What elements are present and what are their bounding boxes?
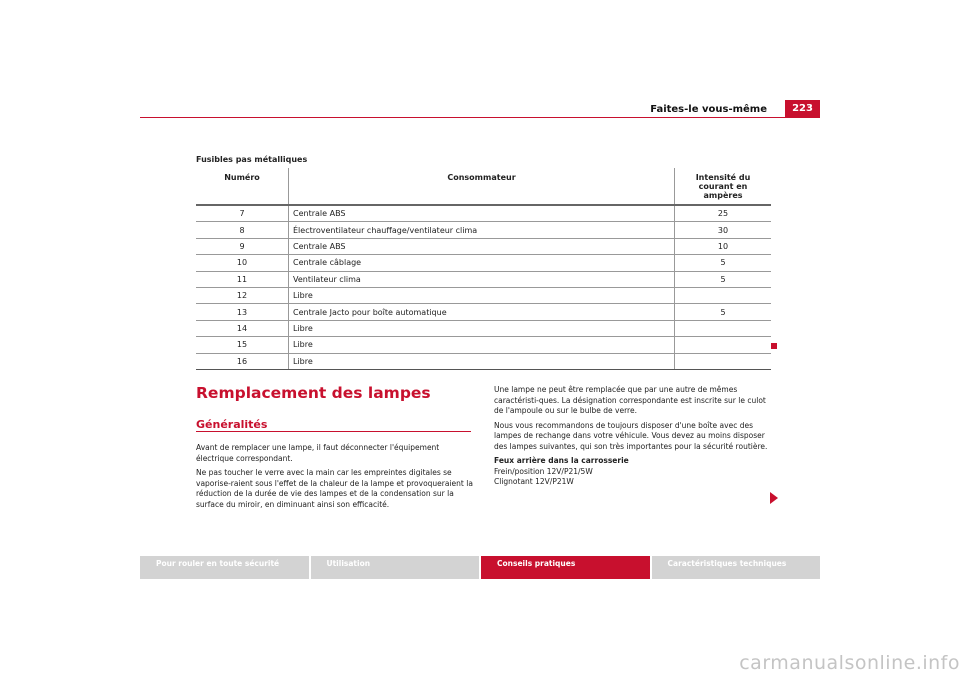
cell-amperage: 5 bbox=[675, 271, 772, 287]
cell-number: 12 bbox=[196, 287, 289, 303]
table-row bbox=[196, 304, 771, 320]
watermark: carmanualsonline.info bbox=[739, 652, 960, 674]
tab-technical-specs[interactable]: Caractéristiques techniques bbox=[652, 556, 821, 579]
table-header-row bbox=[196, 168, 771, 205]
section-title: Remplacement des lampes bbox=[196, 384, 431, 402]
paragraph: Ne pas toucher le verre avec la main car les empreintes digitales se vaporise-raient sous l'effet de la chaleur de la lampe et provoqueraient la réduction de la durée de vie des lampes et de la condensation sur la surface du miroir, en diminuant ainsi son efficacité. bbox=[196, 468, 473, 509]
cell-amperage bbox=[675, 320, 772, 336]
cell-consumer: Centrale ABS bbox=[289, 205, 675, 222]
table-row bbox=[196, 353, 771, 369]
lamp-item: Frein/position 12V/P21/5W bbox=[494, 466, 593, 476]
arrow-right-icon[interactable] bbox=[770, 492, 778, 504]
tab-safety[interactable]: Pour rouler en toute sécurité bbox=[140, 556, 309, 579]
cell-amperage bbox=[675, 353, 772, 369]
cell-number: 11 bbox=[196, 271, 289, 287]
page-header-title: Faites-le vous-même bbox=[650, 104, 767, 115]
cell-amperage: 5 bbox=[675, 255, 772, 271]
cell-number: 15 bbox=[196, 337, 289, 353]
paragraph: Une lampe ne peut être remplacée que par une autre de mêmes caractéristi-ques. La désignation correspondante est inscrite sur le culot de l'ampoule ou sur le bulbe de verre. bbox=[494, 385, 766, 415]
left-column bbox=[196, 443, 476, 514]
cell-consumer: Libre bbox=[289, 287, 675, 303]
rear-lights-heading: Feux arrière dans la carrosserie bbox=[494, 456, 629, 465]
table-row bbox=[196, 238, 771, 254]
fuse-table bbox=[196, 168, 771, 370]
header-rule bbox=[140, 117, 820, 118]
cell-number: 10 bbox=[196, 255, 289, 271]
table-row bbox=[196, 287, 771, 303]
cell-consumer: Libre bbox=[289, 337, 675, 353]
cell-number: 16 bbox=[196, 353, 289, 369]
lamp-item: Clignotant 12V/P21W bbox=[494, 477, 574, 486]
cell-consumer: Libre bbox=[289, 353, 675, 369]
table-row bbox=[196, 337, 771, 353]
cell-amperage bbox=[675, 287, 772, 303]
cell-amperage: 25 bbox=[675, 205, 772, 222]
column-header-consumer: Consommateur bbox=[289, 168, 675, 205]
cell-number: 9 bbox=[196, 238, 289, 254]
table-row bbox=[196, 271, 771, 287]
cell-number: 14 bbox=[196, 320, 289, 336]
page-number: 223 bbox=[785, 100, 820, 118]
right-column bbox=[494, 385, 774, 488]
cell-consumer: Centrale Jacto pour boîte automatique bbox=[289, 304, 675, 320]
cell-consumer: Centrale câblage bbox=[289, 255, 675, 271]
table-caption: Fusibles pas métalliques bbox=[196, 155, 308, 164]
cell-amperage: 5 bbox=[675, 304, 772, 320]
table-row bbox=[196, 255, 771, 271]
table-row bbox=[196, 205, 771, 222]
cell-number: 8 bbox=[196, 222, 289, 238]
cell-consumer: Électroventilateur chauffage/ventilateur clima bbox=[289, 222, 675, 238]
subsection-title: Généralités bbox=[196, 418, 268, 431]
cell-consumer: Libre bbox=[289, 320, 675, 336]
cell-consumer: Centrale ABS bbox=[289, 238, 675, 254]
paragraph: Nous vous recommandons de toujours disposer d'une boîte avec des lampes de rechange dans votre véhicule. Vous devez au moins disposer des lampes suivantes, qui son très importantes pour la sécurité routière. bbox=[494, 420, 768, 451]
cell-consumer: Ventilateur clima bbox=[289, 271, 675, 287]
tab-usage[interactable]: Utilisation bbox=[311, 556, 480, 579]
paragraph: Avant de remplacer une lampe, il faut déconnecter l'équipement électrique correspondant. bbox=[196, 443, 440, 463]
column-header-number: Numéro bbox=[196, 168, 289, 205]
subsection-rule bbox=[196, 431, 471, 432]
cell-amperage: 30 bbox=[675, 222, 772, 238]
cell-amperage bbox=[675, 337, 772, 353]
square-icon bbox=[771, 343, 777, 349]
cell-number: 7 bbox=[196, 205, 289, 222]
table-row bbox=[196, 320, 771, 336]
cell-amperage: 10 bbox=[675, 238, 772, 254]
tab-practical-tips[interactable]: Conseils pratiques bbox=[481, 556, 650, 579]
column-header-amperage: Intensité du courant en ampères bbox=[675, 168, 772, 205]
cell-number: 13 bbox=[196, 304, 289, 320]
table-row bbox=[196, 222, 771, 238]
footer-nav bbox=[140, 556, 820, 579]
